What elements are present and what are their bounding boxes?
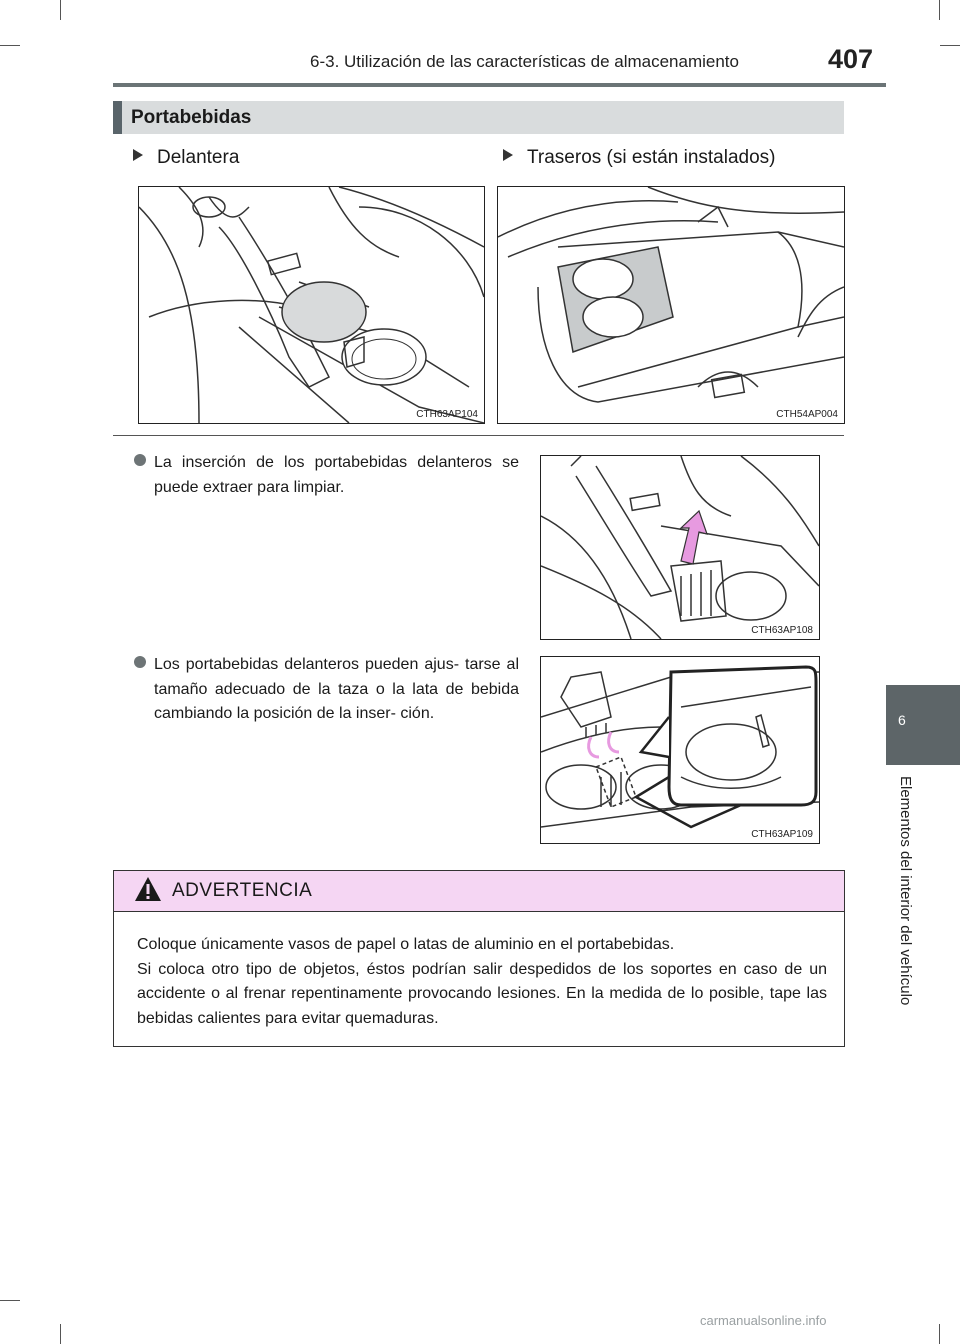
- figure-insert-adjustment: [540, 656, 820, 844]
- watermark: carmanualsonline.info: [700, 1313, 827, 1328]
- crop-mark: [60, 0, 61, 20]
- figure-insert-removal: [540, 455, 820, 640]
- bullet-item: [154, 451, 519, 500]
- subsection-front-label: Delantera: [157, 147, 240, 168]
- figure-code: CTH54AP004: [776, 409, 838, 420]
- bullet-text: La inserción de los portabebidas delanteros se puede extraer para limpiar.: [154, 454, 519, 496]
- front-cup-holder-illustration: [139, 187, 484, 423]
- section-heading-marker: [113, 101, 122, 134]
- cup-holder-insert-removal-illustration: [541, 456, 819, 639]
- bullet-dot-icon: [134, 656, 146, 668]
- warning-line: Si coloca otro tipo de objetos, éstos podrían salir despedidos de los soportes en caso de un accidente o al frenar repentinamente provocando lesiones. En la medida de lo posible, tape las bebidas calientes para evitar quemaduras.: [137, 960, 827, 1027]
- subsection-rear: [503, 147, 776, 169]
- running-header: 6-3. Utilización de las características de almacenamiento: [310, 52, 739, 71]
- crop-mark: [939, 1324, 940, 1344]
- chapter-title-vertical: [894, 776, 914, 1026]
- crop-mark: [0, 1300, 20, 1301]
- bullet-text: Los portabebidas delanteros pueden ajus- tarse al tamaño adecuado de la taza o la lata de bebida cambiando la posición de la inser- ción.: [154, 656, 519, 722]
- triangle-bullet-icon: [503, 149, 513, 161]
- warning-triangle-icon: [134, 876, 162, 907]
- page-number: 407: [828, 44, 874, 74]
- warning-title: ADVERTENCIA: [172, 880, 313, 901]
- bullet-dot-icon: [134, 454, 146, 466]
- chapter-number: 6: [898, 712, 906, 728]
- rear-armrest-cup-holder-illustration: [498, 187, 844, 423]
- figure-rear-cup-holder: [497, 186, 845, 424]
- figure-code: CTH63AP108: [751, 625, 813, 636]
- crop-mark: [939, 0, 940, 20]
- figure-code: CTH63AP109: [751, 829, 813, 840]
- cup-holder-adjustment-illustration: [541, 657, 819, 843]
- header-rule: [113, 83, 886, 87]
- triangle-bullet-icon: [133, 149, 143, 161]
- figure-code: CTH63AP104: [416, 409, 478, 420]
- chapter-title: Elementos del interior del vehículo: [897, 776, 914, 1006]
- section-divider: [113, 435, 844, 436]
- bullet-item: [154, 653, 519, 727]
- crop-mark: [940, 45, 960, 46]
- crop-mark: [60, 1324, 61, 1344]
- subsection-rear-label: Traseros (si están instalados): [527, 147, 776, 168]
- figure-front-cup-holder: [138, 186, 485, 424]
- warning-body: [137, 933, 827, 1031]
- crop-mark: [0, 45, 20, 46]
- section-title: Portabebidas: [131, 107, 252, 128]
- subsection-front: [133, 147, 239, 169]
- warning-line: Coloque únicamente vasos de papel o latas de aluminio en el portabebidas.: [137, 936, 675, 953]
